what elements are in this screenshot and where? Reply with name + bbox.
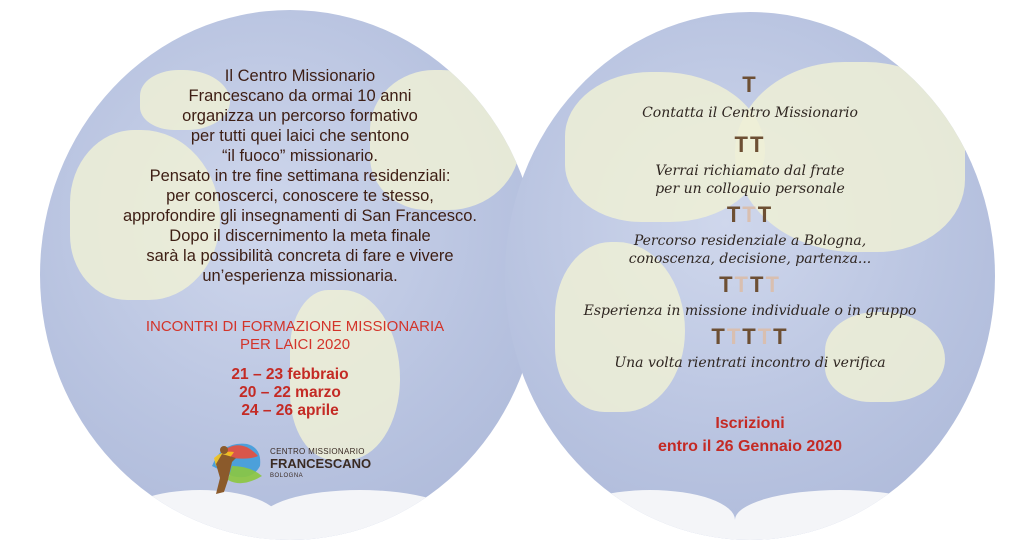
logo-emblem-icon [202, 436, 266, 496]
program-title-line1: INCONTRI DI FORMAZIONE MISSIONARIA [145, 318, 445, 335]
step-2 [580, 162, 920, 198]
step-text-line: per un colloquio personale [655, 181, 845, 197]
tau-cross-icon: T [773, 324, 789, 349]
step-3 [580, 232, 920, 268]
tau-row-2 [580, 134, 920, 156]
tau-cross-icon: T [734, 272, 750, 297]
intro-line: organizza un percorso formativo [182, 107, 418, 125]
cloud-decoration [735, 490, 945, 540]
program-title [110, 318, 480, 354]
tau-cross-icon: T [757, 324, 774, 349]
tau-cross-icon: T [742, 72, 758, 97]
tau-cross-icon: T [742, 202, 758, 227]
step-text-line: Esperienza in missione individuale o in gruppo [583, 303, 917, 319]
step-text-line: Percorso residenziale a Bologna, [633, 233, 867, 249]
tau-cross-icon: T [734, 132, 750, 157]
intro-line: sarà la possibilità concreta di fare e vivere [146, 247, 454, 265]
tau-cross-icon: T [711, 324, 727, 349]
intro-line: per conoscerci, conoscere te stesso, [166, 187, 434, 205]
logo-text-line2: FRANCESCANO [270, 456, 372, 471]
step-text-line: Una volta rientrati incontro di verifica [614, 355, 886, 371]
tau-cross-icon: T [719, 272, 735, 297]
tau-cross-icon: T [726, 202, 743, 227]
intro-line: Dopo il discernimento la meta finale [169, 227, 431, 245]
tau-cross-icon: T [757, 202, 774, 227]
step-1 [580, 104, 920, 122]
tau-cross-icon: T [750, 132, 766, 157]
intro-line: “il fuoco” missionario. [222, 147, 378, 165]
dates-list [160, 366, 420, 420]
intro-paragraph [120, 66, 480, 286]
tau-row-3 [580, 204, 920, 226]
intro-line: un’esperienza missionaria. [202, 267, 398, 285]
tau-row-5 [580, 326, 920, 348]
date-item: 20 – 22 marzo [239, 384, 341, 401]
tau-cross-icon: T [750, 272, 766, 297]
step-4 [580, 302, 920, 320]
step-text-line: Contatta il Centro Missionario [642, 105, 858, 121]
intro-line: Pensato in tre fine settimana residenziali: [149, 167, 451, 185]
intro-line: Il Centro Missionario [224, 67, 376, 85]
program-title-line2: PER LAICI 2020 [239, 336, 351, 353]
logo-text-line1: CENTRO MISSIONARIO [270, 447, 365, 456]
cloud-decoration [260, 490, 460, 540]
logo-text-line3: BOLOGNA [270, 473, 304, 479]
tau-cross-icon: T [765, 272, 781, 297]
step-5 [580, 354, 920, 372]
tau-row-4 [580, 274, 920, 296]
tau-cross-icon: T [726, 324, 743, 349]
date-item: 24 – 26 aprile [241, 402, 339, 419]
step-text-line: Verrai richiamato dal frate [655, 163, 845, 179]
intro-line: Francescano da ormai 10 anni [188, 87, 412, 105]
cloud-decoration [120, 490, 280, 540]
registration-deadline: entro il 26 Gennaio 2020 [657, 438, 843, 455]
tau-row-1 [580, 74, 920, 96]
centro-missionario-logo [202, 436, 402, 496]
intro-line: approfondire gli insegnamenti di San Francesco. [122, 207, 478, 225]
registration-info [620, 412, 880, 458]
intro-line: per tutti quei laici che sentono [190, 127, 410, 145]
date-item: 21 – 23 febbraio [231, 366, 349, 383]
registration-label: Iscrizioni [715, 415, 785, 432]
cloud-decoration [565, 490, 735, 540]
tau-cross-icon: T [742, 324, 758, 349]
step-text-line: conoscenza, decisione, partenza... [628, 251, 872, 267]
